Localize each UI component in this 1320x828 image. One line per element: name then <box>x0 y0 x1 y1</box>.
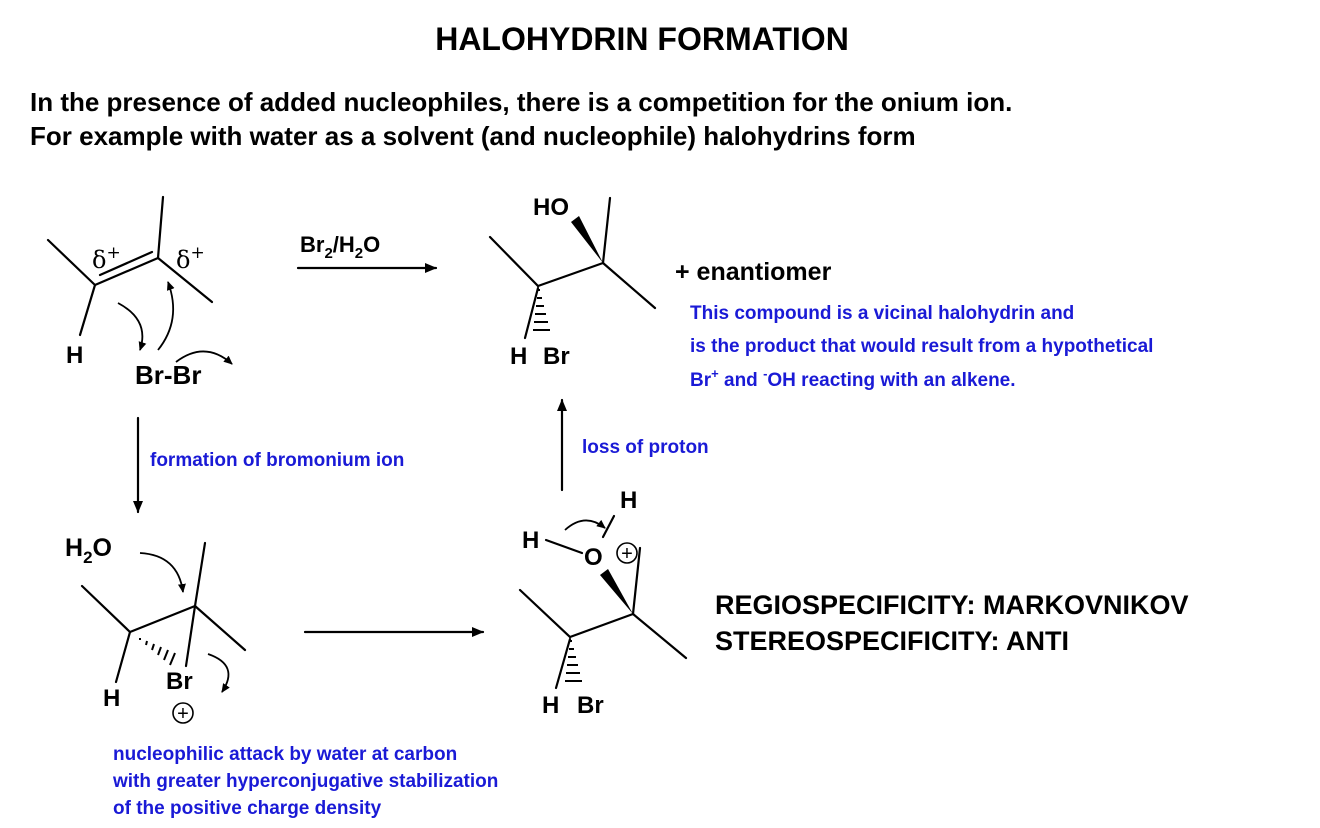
delta-left: δ+ <box>92 243 121 274</box>
alkene-h-label: H <box>66 342 84 369</box>
product-br-label: Br <box>543 343 570 370</box>
product-structure <box>490 198 655 338</box>
bromonium-h-label: H <box>103 685 121 712</box>
intro-line-2: For example with water as a solvent (and nucleophile) halohydrins form <box>30 121 916 151</box>
water-label: $H_2O$ <box>65 534 112 567</box>
curved-arrow-water-attack <box>140 553 183 592</box>
product-note-line-1: This compound is a vicinal halohydrin and <box>690 303 1075 324</box>
oxonium-h-label: H <box>542 692 560 719</box>
product-ho-label: HO <box>533 194 569 221</box>
nucleophilic-note-line-2: with greater hyperconjugative stabilization <box>113 771 499 792</box>
intro-line-1: In the presence of added nucleophiles, there is a competition for the onium ion. <box>30 87 1013 117</box>
stereospecificity-label: STEREOSPECIFICITY: ANTI <box>715 626 1070 656</box>
nucleophilic-note-line-3: of the positive charge density <box>113 798 382 819</box>
product-h-label: H <box>510 343 528 370</box>
svg-text:+: + <box>177 703 189 725</box>
nucleophilic-note-line-1: nucleophilic attack by water at carbon <box>113 744 458 765</box>
enantiomer-label: + enantiomer <box>675 258 832 286</box>
br-br-label: Br-Br <box>135 360 202 390</box>
oxonium-positive-charge <box>617 543 637 565</box>
bromonium-br-label: Br <box>166 668 193 695</box>
curved-arrow-proton-removal <box>565 520 605 530</box>
oxonium-h-left: H <box>522 527 540 554</box>
curved-arrow-pi-to-br <box>118 303 142 350</box>
curved-arrow-br-to-carbon <box>158 282 173 350</box>
svg-text:+: + <box>621 543 633 565</box>
oxonium-br-label: Br <box>577 692 604 719</box>
reagent-label: $Br_2/H_2O$ <box>300 232 381 262</box>
oxonium-structure <box>520 516 686 688</box>
label-loss-of-proton: loss of proton <box>582 437 709 458</box>
product-note-line-2: is the product that would result from a hypothetical <box>690 336 1154 357</box>
regiospecificity-label: REGIOSPECIFICITY: MARKOVNIKOV <box>715 590 1189 620</box>
delta-right: δ+ <box>176 243 205 274</box>
oxonium-h-top: H <box>620 487 638 514</box>
oxonium-o-label: O <box>584 544 603 571</box>
label-formation-bromonium: formation of bromonium ion <box>150 450 405 471</box>
curved-arrow-bromonium-opening <box>208 654 228 692</box>
page-title: HALOHYDRIN FORMATION <box>435 21 849 57</box>
bromonium-positive-charge <box>173 703 193 725</box>
product-note-line-3: Br+ and -OH reacting with an alkene. <box>690 366 1016 391</box>
